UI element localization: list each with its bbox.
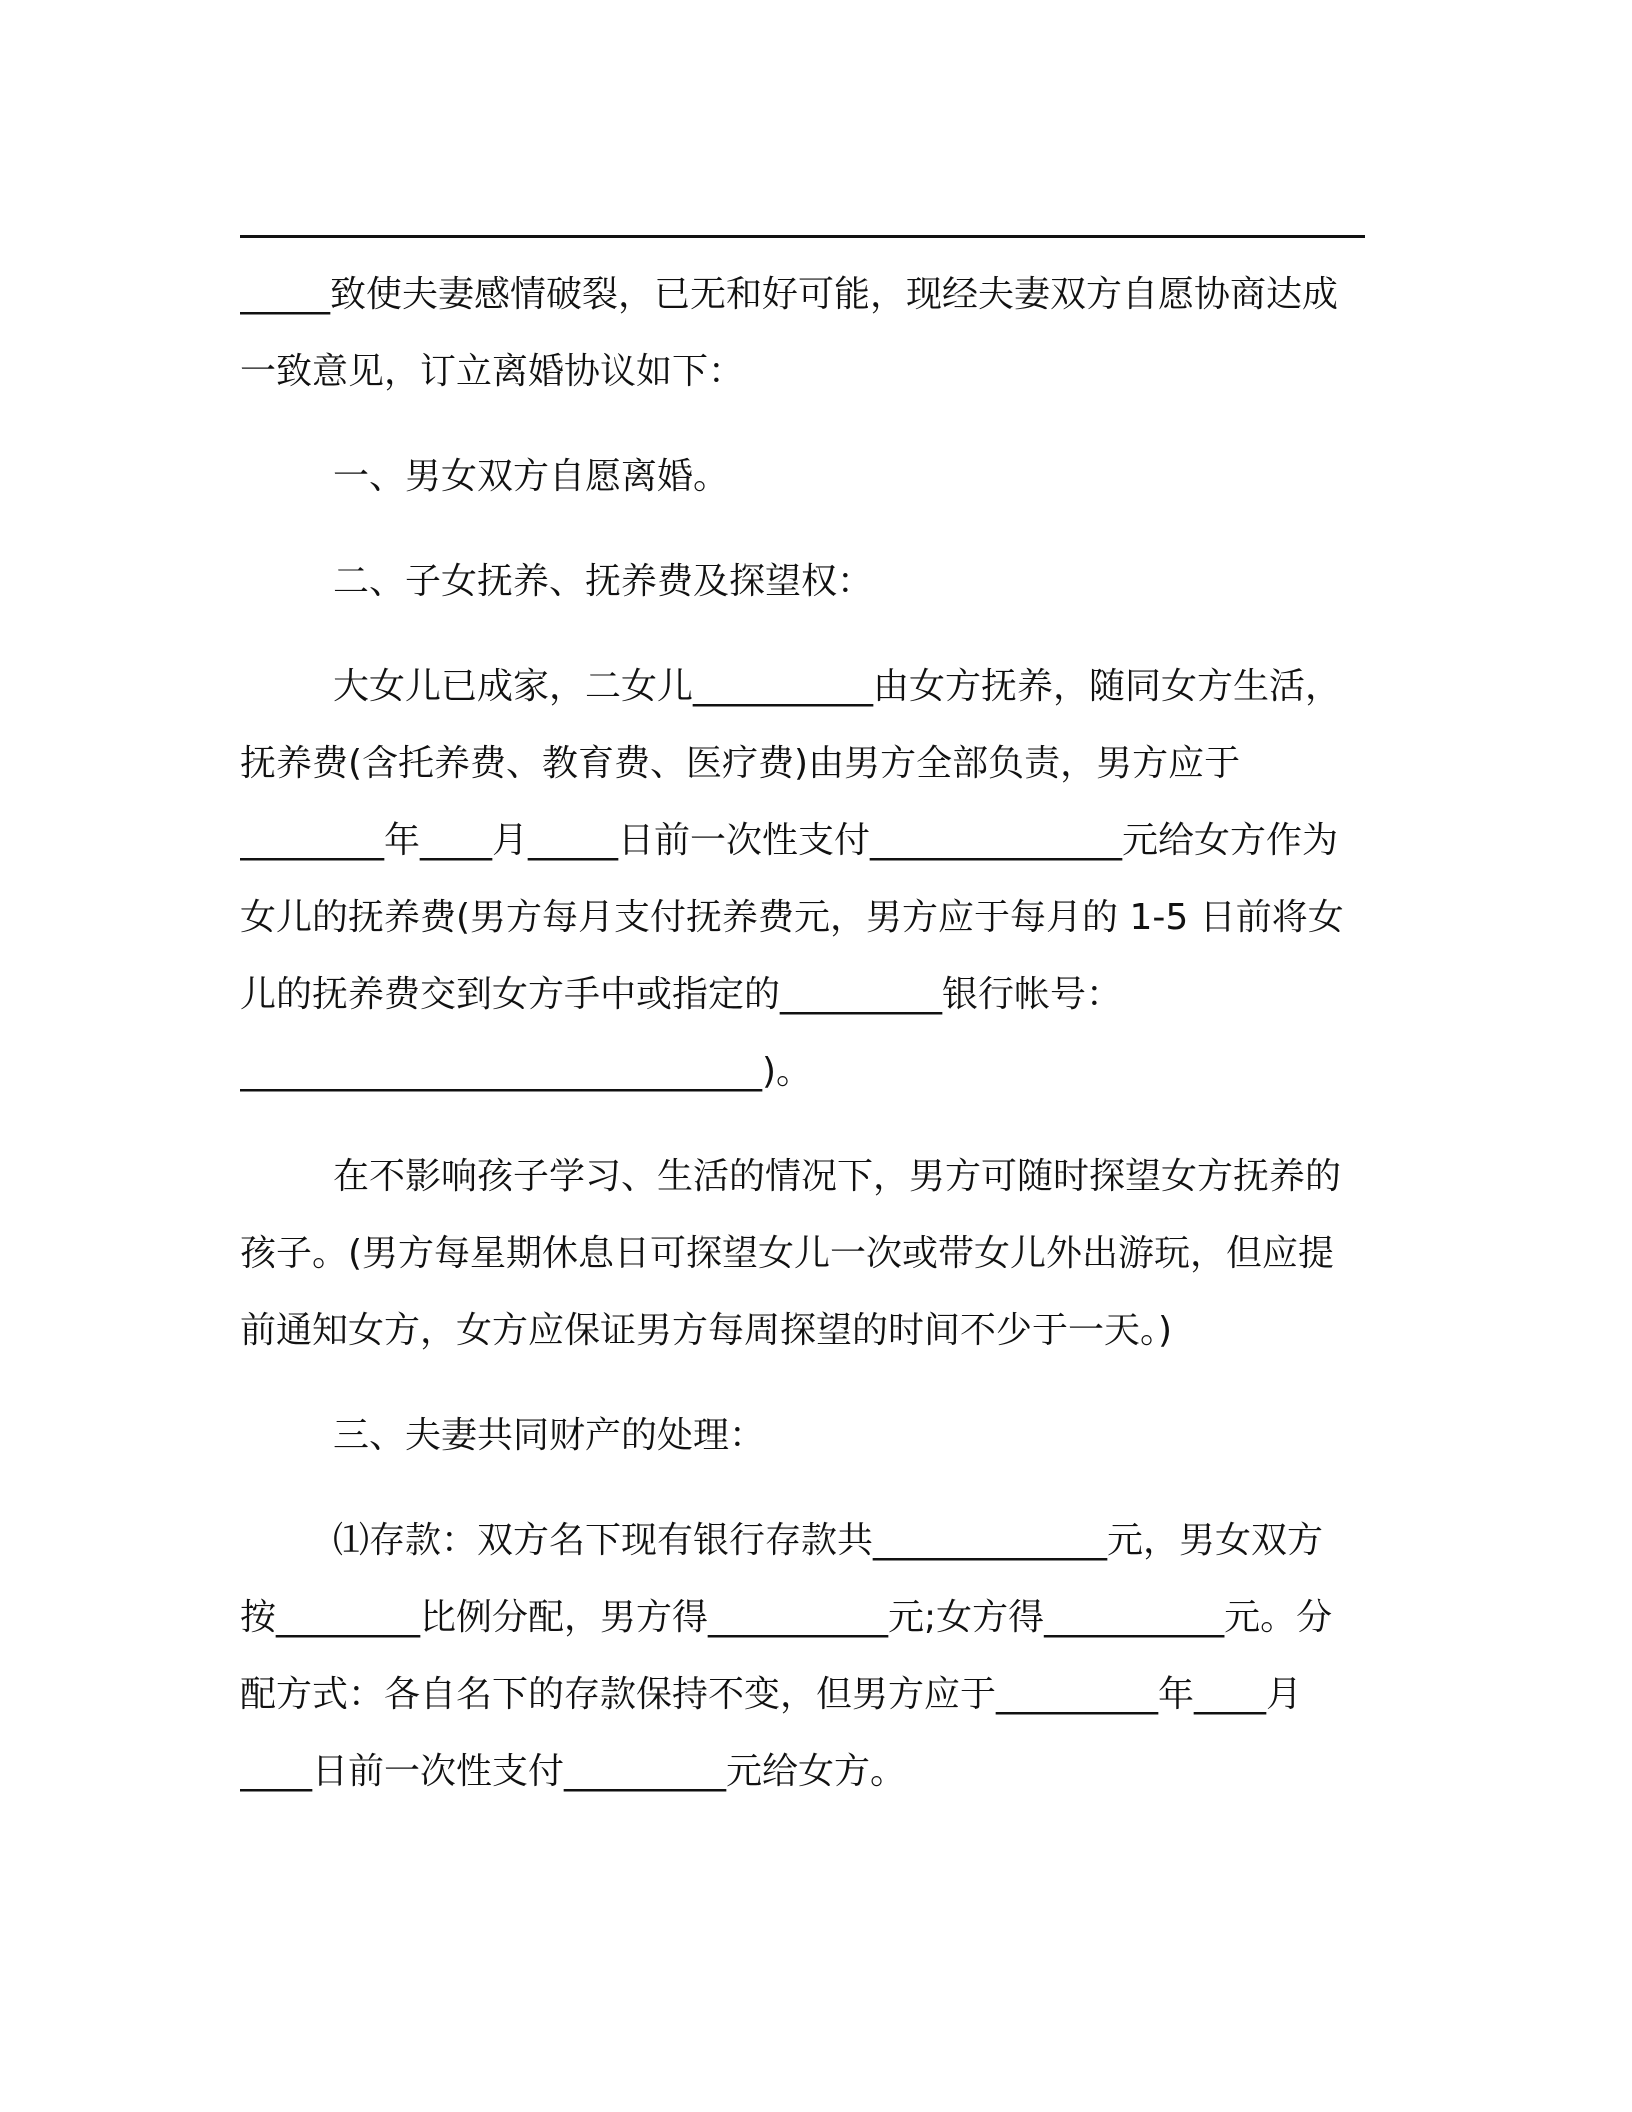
document-page xyxy=(240,200,1390,1810)
text-line: _____致使夫妻感情破裂，已无和好可能，现经夫妻双方自愿协商达成 xyxy=(240,274,1339,315)
paragraph-line: 女儿的抚养费(男方每月支付抚养费元，男方应于每月的 1-5 日前将女 xyxy=(240,897,1344,938)
text-line: 一致意见，订立离婚协议如下： xyxy=(240,351,745,392)
paragraph-line: ____日前一次性支付_________元给女方。 xyxy=(240,1751,907,1792)
paragraph-line: 大女儿已成家，二女儿__________由女方抚养，随同女方生活， xyxy=(333,666,1342,707)
paragraph-line: 儿的抚养费交到女方手中或指定的_________银行帐号： xyxy=(240,974,1123,1015)
paragraph-line: ________年____月_____日前一次性支付______________元给女方作为 xyxy=(240,820,1339,861)
paragraph-line: 孩子。(男方每星期休息日可探望女儿一次或带女儿外出游玩，但应提 xyxy=(240,1233,1335,1274)
paragraph-line: ⑴存款：双方名下现有银行存款共_____________元，男女双方 xyxy=(333,1520,1324,1561)
section-heading-2: 二、子女抚养、抚养费及探望权： xyxy=(333,561,874,602)
paragraph-line: 配方式：各自名下的存款保持不变，但男方应于_________年____月 xyxy=(240,1674,1303,1715)
section-heading-3: 三、夫妻共同财产的处理： xyxy=(333,1415,766,1456)
paragraph-line: _____________________________)。 xyxy=(240,1051,813,1092)
paragraph-line: 在不影响孩子学习、生活的情况下，男方可随时探望女方抚养的 xyxy=(333,1156,1342,1197)
paragraph-line: 按________比例分配，男方得__________元;女方得__________元。分 xyxy=(240,1597,1333,1638)
section-heading-1: 一、男女双方自愿离婚。 xyxy=(333,456,730,497)
paragraph-line: 前通知女方，女方应保证男方每周探望的时间不少于一天。) xyxy=(240,1310,1173,1351)
paragraph-line: 抚养费(含托养费、教育费、医疗费)由男方全部负责，男方应于 xyxy=(240,743,1241,784)
